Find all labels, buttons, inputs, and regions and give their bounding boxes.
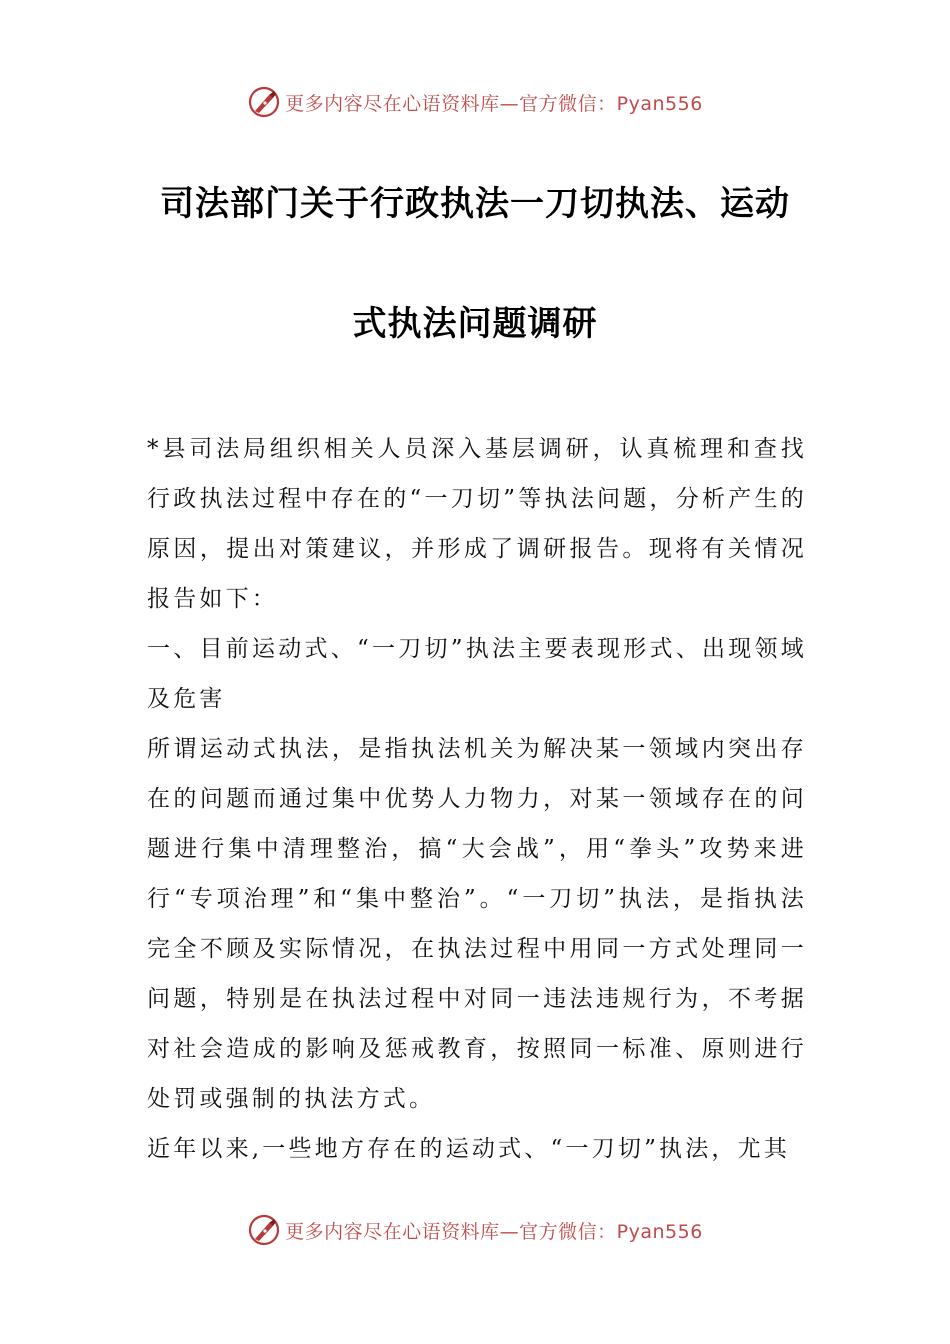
footer-banner — [0, 1210, 950, 1250]
pen-nib-logo-icon — [247, 1213, 281, 1247]
document-title-line-1: 司法部门关于行政执法一刀切执法、运动 — [160, 184, 790, 224]
pen-nib-logo-icon — [247, 85, 281, 119]
paragraph-intro: *县司法局组织相关人员深入基层调研，认真梳理和查找行政执法过程中存在的“一刀切”等执法问题，分析产生的原因，提出对策建议，并形成了调研报告。现将有关情况报告如下： — [147, 436, 807, 612]
paragraph-recent: 近年以来,一些地方存在的运动式、“一刀切”执法，尤其 — [147, 1136, 791, 1162]
header-banner — [0, 82, 950, 122]
document-title-line-2: 式执法问题调研 — [352, 304, 598, 344]
section-heading-1: 一、目前运动式、“一刀切”执法主要表现形式、出现领域及危害 — [147, 636, 807, 712]
document-body — [147, 424, 807, 1174]
banner-text: 更多内容尽在心语资料库—官方微信：Pyan556 — [285, 92, 703, 115]
banner-text: 更多内容尽在心语资料库—官方微信：Pyan556 — [285, 1220, 703, 1243]
paragraph-definition: 所谓运动式执法，是指执法机关为解决某一领域内突出存在的问题而通过集中优势人力物力，对某一领域存在的问题进行集中清理整治，搞“大会战”，用“拳头”攻势来进行“专项治理”和“集中整治”。“一刀切”执法，是指执法完全不顾及实际情况，在执法过程中用同一方式处理同一问题，特别是在执法过程中对同一违法违规行为，不考据对社会造成的影响及惩戒教育，按照同一标准、原则进行处罚或强制的执法方式。 — [147, 736, 807, 1112]
